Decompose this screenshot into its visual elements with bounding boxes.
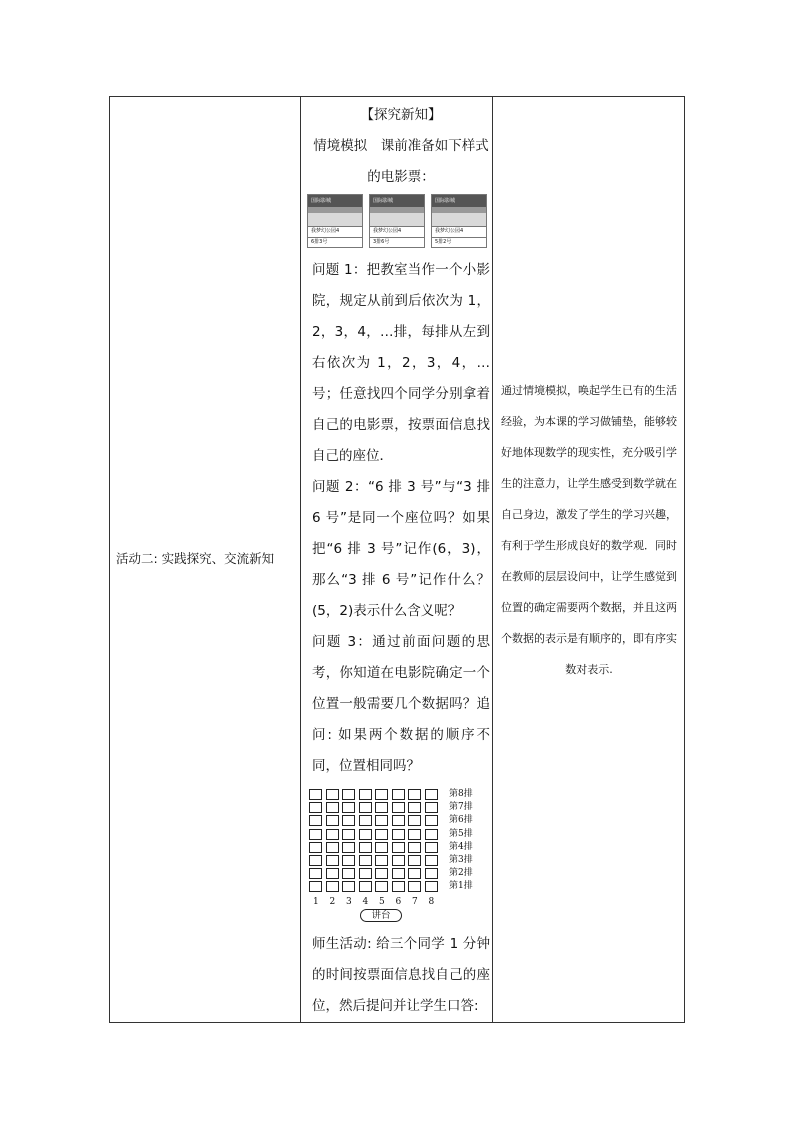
movie-ticket xyxy=(431,194,487,248)
lesson-table xyxy=(109,96,685,1023)
seat xyxy=(392,842,405,853)
seat xyxy=(326,881,339,892)
column-label: 7 xyxy=(412,897,418,907)
seat xyxy=(359,829,372,840)
seat xyxy=(342,855,355,866)
row-label: 第5排 xyxy=(449,828,473,839)
seat xyxy=(359,789,372,800)
seat xyxy=(309,802,322,813)
seat xyxy=(359,802,372,813)
ticket-seat: 3排6号 xyxy=(370,237,424,248)
seat xyxy=(359,855,372,866)
seat xyxy=(425,855,438,866)
seat xyxy=(359,868,372,879)
ticket-seat: 6排3号 xyxy=(308,237,362,248)
seat xyxy=(309,881,322,892)
seat xyxy=(425,829,438,840)
ticket-film: 我梦幻公园4 xyxy=(432,226,486,237)
seat xyxy=(408,789,421,800)
column-label: 8 xyxy=(428,897,435,907)
seat xyxy=(392,868,405,879)
seat xyxy=(408,815,421,826)
row-label: 第1排 xyxy=(449,881,473,892)
column-label: 5 xyxy=(379,897,385,907)
seat xyxy=(392,855,405,866)
movie-tickets xyxy=(307,194,487,250)
seat xyxy=(392,829,405,840)
seat xyxy=(392,815,405,826)
row-label: 第6排 xyxy=(449,815,473,826)
seat xyxy=(342,802,355,813)
row-label: 第8排 xyxy=(449,789,473,799)
ticket-seat: 5排2号 xyxy=(432,237,486,248)
seat xyxy=(309,789,322,800)
ticket-film: 我梦幻公园4 xyxy=(370,226,424,237)
seat xyxy=(425,881,438,892)
movie-ticket xyxy=(369,194,425,248)
seat xyxy=(375,855,388,866)
ticket-cinema: 国际影城 xyxy=(370,195,424,207)
design-intent-column xyxy=(493,97,684,1022)
seat xyxy=(408,881,421,892)
stage-label: 讲台 xyxy=(360,909,402,922)
seat xyxy=(408,868,421,879)
seat xyxy=(359,881,372,892)
row-label: 第4排 xyxy=(449,841,473,852)
seat xyxy=(309,855,322,866)
ticket-cinema: 国际影城 xyxy=(308,195,362,207)
content-column xyxy=(301,97,493,1022)
seat xyxy=(326,802,339,813)
seat xyxy=(408,842,421,853)
seat xyxy=(425,868,438,879)
seat xyxy=(309,829,322,840)
seat xyxy=(359,842,372,853)
seat xyxy=(309,868,322,879)
question-3: 问题 3：通过前面问题的思考，你知道在电影院确定一个位置一般需要几个数据吗？追问: 如果两个数据的顺序不同，位置相同吗？ xyxy=(312,634,490,774)
design-intent-text: 通过情境模拟，唤起学生已有的生活经验，为本课的学习做铺垫，能够较好地体现数学的现实性，充分吸引学生的注意力，让学生感受到数学就在自己身边，激发了学生的学习兴趣，有利于学生形成良好的数学观．同时在教师的层层设问中，让学生感觉到位置的确定需要两个数据，并且这两个数据的表示是有顺序的，即有序实数对表示. xyxy=(501,384,677,676)
seat xyxy=(375,868,388,879)
column-label: 2 xyxy=(329,897,336,907)
seat xyxy=(425,802,438,813)
seat xyxy=(342,868,355,879)
column-label: 6 xyxy=(395,897,402,907)
movie-ticket xyxy=(307,194,363,248)
seat xyxy=(425,815,438,826)
question-2: 问题 2：“6 排 3 号”与“3 排 6 号”是同一个座位吗？如果把“6 排 3 号”记作(6，3)，那么“3 排 6 号”记作什么？(5，2)表示什么含义呢？ xyxy=(312,479,490,619)
scenario-text: 情境模拟 课前准备如下样式的电影票： xyxy=(313,138,489,185)
section-title: 【探究新知】 xyxy=(360,107,442,123)
seat xyxy=(375,829,388,840)
column-label: 1 xyxy=(313,897,319,907)
question-1: 问题 1：把教室当作一个小影院，规定从前到后依次为 1，2，3，4，…排，每排从左到右依次为 1，2，3，4，…号；任意找四个同学分别拿着自己的电影票，按票面信息找自己的座位． xyxy=(312,262,490,464)
seat xyxy=(375,802,388,813)
seat xyxy=(342,789,355,800)
seat xyxy=(408,829,421,840)
activity-text: 师生活动: 给三个同学 1 分钟的时间按票面信息找自己的座位，然后提问并让学生口答: xyxy=(312,936,490,1014)
seat xyxy=(342,829,355,840)
seat xyxy=(375,815,388,826)
activity-column xyxy=(110,97,301,1022)
seat xyxy=(326,842,339,853)
seat xyxy=(359,815,372,826)
seat xyxy=(326,789,339,800)
seat xyxy=(408,802,421,813)
ticket-film: 我梦幻公园4 xyxy=(308,226,362,237)
seat xyxy=(326,868,339,879)
activity-label: 活动二: 实践探究、交流新知 xyxy=(116,551,275,566)
seat xyxy=(326,815,339,826)
ticket-cinema: 国际影城 xyxy=(432,195,486,207)
seat xyxy=(392,881,405,892)
seat xyxy=(309,815,322,826)
seat xyxy=(326,829,339,840)
column-label: 3 xyxy=(346,897,352,907)
seat xyxy=(342,815,355,826)
seat xyxy=(425,789,438,800)
row-label: 第7排 xyxy=(449,802,473,813)
seat xyxy=(375,842,388,853)
seat xyxy=(392,789,405,800)
row-label: 第2排 xyxy=(449,868,473,879)
seat xyxy=(375,881,388,892)
seat xyxy=(342,881,355,892)
seat xyxy=(425,842,438,853)
seating-diagram xyxy=(309,787,489,927)
seat xyxy=(326,855,339,866)
column-label: 4 xyxy=(362,897,369,907)
seat xyxy=(342,842,355,853)
seat xyxy=(309,842,322,853)
seat xyxy=(392,802,405,813)
row-label: 第3排 xyxy=(449,855,473,865)
seat xyxy=(375,789,388,800)
seat xyxy=(408,855,421,866)
